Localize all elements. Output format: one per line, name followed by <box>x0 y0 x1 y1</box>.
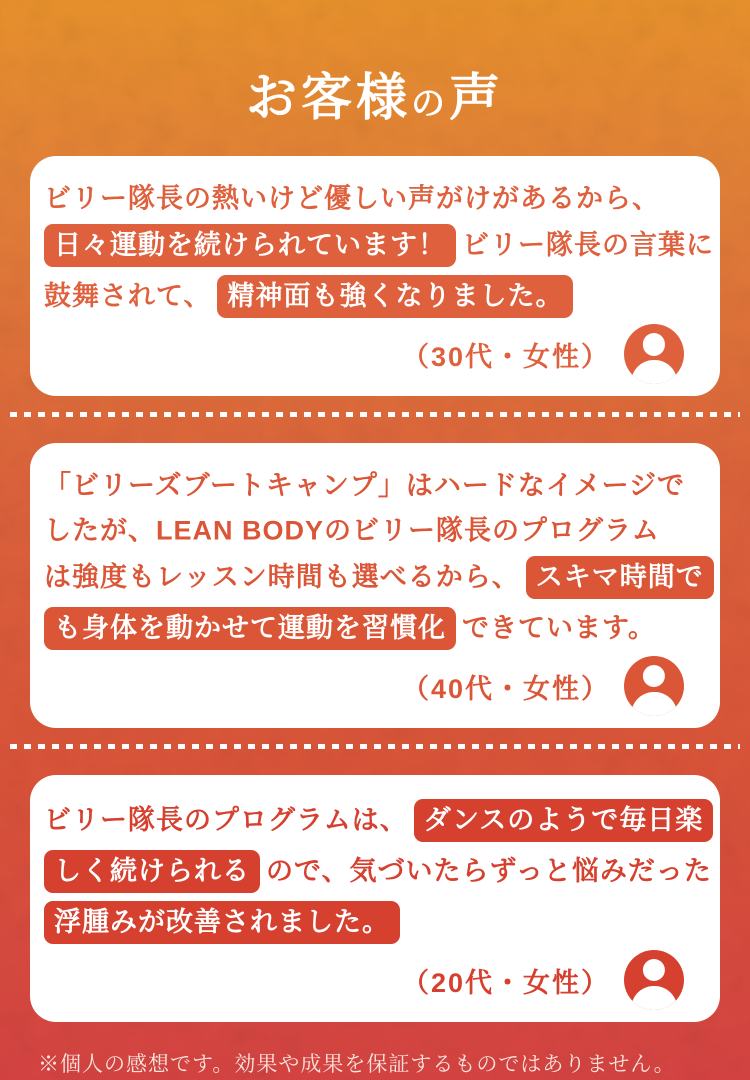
avatar-body <box>631 692 677 717</box>
testimonial-line <box>44 901 706 944</box>
testimonial-text: 「ビリーズブートキャンプ」はハードなイメージで <box>44 470 686 501</box>
avatar-head <box>643 959 665 981</box>
reviewer-label: （40代・女性） <box>401 673 610 704</box>
highlighted-text: 日々運動を続けられています！ <box>44 224 456 267</box>
highlighted-text: 精神面も強くなりました。 <box>217 275 573 318</box>
page-title <box>30 0 720 130</box>
avatar-head <box>643 665 665 687</box>
highlighted-text: ダンスのようで毎日楽 <box>414 799 713 842</box>
testimonial-card-2 <box>30 443 720 728</box>
testimonial-line <box>44 556 706 599</box>
reviewer-meta <box>44 656 706 716</box>
testimonial-card-3 <box>30 775 720 1022</box>
title-text-small: の <box>411 85 449 123</box>
testimonial-text: ビリー隊長の言葉に <box>462 230 714 261</box>
avatar-body <box>631 360 677 385</box>
testimonial-text: ので、気づいたらずっと悩みだった <box>266 856 712 887</box>
testimonial-line <box>44 799 706 842</box>
testimonial-text: ビリー隊長のプログラムは、 <box>44 805 408 836</box>
highlighted-text: も身体を動かせて運動を習慣化 <box>44 607 456 650</box>
reviewer-meta <box>44 950 706 1010</box>
person-avatar-icon <box>624 324 684 384</box>
title-text: お客様 <box>245 69 411 126</box>
testimonial-line <box>44 467 706 503</box>
testimonial-line <box>44 607 706 650</box>
testimonial-line <box>44 850 712 893</box>
reviewer-label: （20代・女性） <box>401 967 610 998</box>
testimonial-line <box>44 224 714 267</box>
reviewer-label: （30代・女性） <box>401 341 610 372</box>
testimonial-card-1 <box>30 156 720 396</box>
highlighted-text: しく続けられる <box>44 850 260 893</box>
dotted-divider <box>10 412 740 417</box>
testimonial-text: できています。 <box>462 613 656 644</box>
testimonial-text: ビリー隊長の熱いけど優しい声がけがあるから、 <box>44 183 660 214</box>
testimonial-text: は強度もレッスン時間も選べるから、 <box>44 562 520 593</box>
highlighted-text: 浮腫みが改善されました。 <box>44 901 400 944</box>
testimonial-line <box>44 512 706 548</box>
reviewer-meta <box>44 324 706 384</box>
highlighted-text: スキマ時間で <box>526 556 714 599</box>
testimonial-text: 鼓舞されて、 <box>44 281 212 312</box>
disclaimer-text: ※個人の感想です。効果や成果を保証するものではありません。 <box>38 1053 676 1077</box>
testimonial-text: したが、LEAN BODYのビリー隊長のプログラム <box>44 515 660 546</box>
testimonial-line <box>44 180 706 216</box>
avatar-body <box>631 986 677 1011</box>
dotted-divider <box>10 744 740 749</box>
person-avatar-icon <box>624 950 684 1010</box>
avatar-head <box>643 333 665 355</box>
person-avatar-icon <box>624 656 684 716</box>
testimonial-line <box>44 275 706 318</box>
title-text: 声 <box>449 69 505 126</box>
